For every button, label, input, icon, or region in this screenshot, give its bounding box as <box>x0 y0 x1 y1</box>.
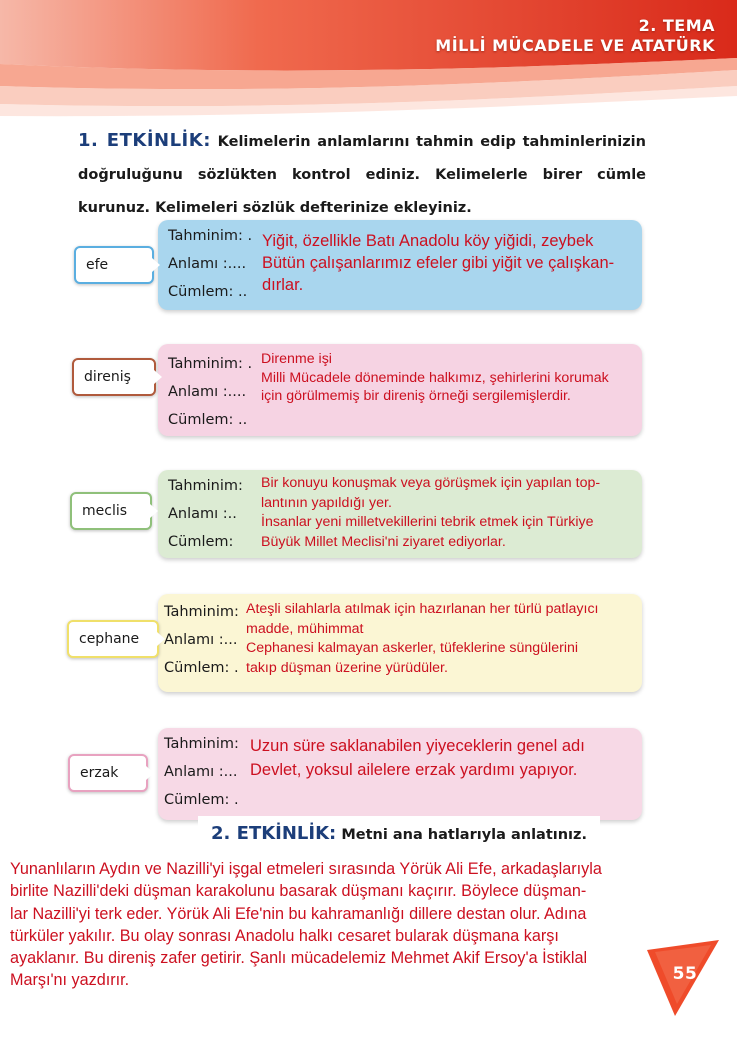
activity-1-heading <box>78 124 646 225</box>
word-tag-cephane <box>67 620 159 658</box>
activity-1-instruction: Kelimelerin anlamlarını tahmin edip tahminlerinizin doğruluğunu sözlükten kontrol ediniz. Kelimelerle birer cümle kurunuz. Kelimeleri sözlük defterinize ekleyiniz. <box>78 134 646 216</box>
theme-heading <box>435 16 715 56</box>
story-line: lar Nazilli'yi terk eder. Yörük Ali Efe'nin bu kahramanlığı dillere destan olur. Adına <box>10 904 587 923</box>
word-card-cephane <box>158 594 642 692</box>
card-labels <box>164 598 239 682</box>
answer-line: Bir konuyu konuşmak veya görüşmek için yapılan top- <box>261 475 601 491</box>
story-line: ayaklanır. Bu direniş zafer getirir. Şanlı mücadelemiz Mehmet Akif Ersoy'a İstiklal <box>10 949 588 968</box>
answer-line: madde, mühimmat <box>246 620 364 637</box>
guess-label: Tahminim: <box>168 478 243 494</box>
answer-line: Ateşli silahlarla atılmak için hazırlanan her türlü patlayıcı <box>246 601 599 617</box>
word-tag-erzak <box>68 754 148 792</box>
word-tag-meclis <box>70 492 152 530</box>
page-number: 55 <box>672 964 698 984</box>
answer-line: Uzun süre saklanabilen yiyeceklerin genel adı <box>250 737 585 755</box>
word-label: direniş <box>84 369 131 385</box>
story-line: Marşı'nı yazdırır. <box>10 971 130 990</box>
answer-line: lantının yapıldığı yer. <box>261 494 392 511</box>
sentence-label: Cümlem: .. <box>168 284 248 300</box>
word-card-efe <box>158 220 642 310</box>
activity-2-heading <box>198 816 600 852</box>
card-answers <box>262 230 614 296</box>
answer-line: takıp düşman üzerine yürüdüler. <box>246 659 448 676</box>
card-answers <box>250 734 585 782</box>
word-label: efe <box>86 257 109 273</box>
meaning-label: Anlamı :.... <box>168 384 247 400</box>
word-card-meclis <box>158 470 642 558</box>
theme-title: MİLLİ MÜCADELE VE ATATÜRK <box>435 36 715 55</box>
card-labels <box>164 730 239 814</box>
word-tag-efe <box>74 246 154 284</box>
card-answers <box>261 350 609 406</box>
answer-line: Bütün çalışanlarımız efeler gibi yiğit ve çalışkan- <box>262 254 615 272</box>
sentence-label: Cümlem: <box>168 534 234 550</box>
answer-line: Büyük Millet Meclisi'ni ziyaret ediyorlar. <box>261 533 506 550</box>
story-line: Yunanlıların Aydın ve Nazilli'yi işgal etmeleri sırasında Yörük Ali Efe, arkadaşlarıyla <box>10 860 602 878</box>
answer-line: dırlar. <box>262 276 304 294</box>
guess-label: Tahminim: <box>164 736 239 752</box>
guess-label: Tahminim: <box>164 604 239 620</box>
guess-label: Tahminim: . <box>168 228 253 244</box>
answer-line: İnsanlar yeni milletvekillerini tebrik etmek için Türkiye <box>261 514 594 530</box>
word-label: cephane <box>79 631 140 647</box>
guess-label: Tahminim: . <box>168 356 253 372</box>
word-label: meclis <box>82 503 128 519</box>
word-card-direnis <box>158 344 642 436</box>
word-tag-direnis <box>72 358 156 396</box>
card-answers <box>261 474 600 552</box>
meaning-label: Anlamı :... <box>164 632 238 648</box>
word-card-erzak <box>158 728 642 820</box>
answer-line: için görülmemiş bir direniş örneği sergilemişlerdir. <box>261 388 571 404</box>
story-line: birlite Nazilli'deki düşman karakolunu basarak düşmanı kaçırır. Böylece düşman- <box>10 882 587 901</box>
answer-line: Milli Mücadele döneminde halkımız, şehirlerini korumak <box>261 369 609 386</box>
activity-2-instruction: Metni ana hatlarıyla anlatınız. <box>341 827 587 843</box>
meaning-label: Anlamı :.. <box>168 506 237 522</box>
word-label: erzak <box>80 765 119 781</box>
card-labels <box>168 472 243 556</box>
story-line: türküler yakılır. Bu olay sonrası Anadolu halkı cesaret bularak düşmana karşı <box>10 926 559 945</box>
activity-2-number: 2. ETKİNLİK: <box>211 823 337 844</box>
theme-number: 2. TEMA <box>638 16 715 35</box>
answer-line: Devlet, yoksul ailelere erzak yardımı yapıyor. <box>250 761 578 779</box>
sentence-label: Cümlem: . <box>164 660 239 676</box>
meaning-label: Anlamı :... <box>164 764 238 780</box>
sentence-label: Cümlem: .. <box>168 412 248 428</box>
meaning-label: Anlamı :.... <box>168 256 247 272</box>
activity-1-number: 1. ETKİNLİK: <box>78 130 211 151</box>
card-answers <box>246 600 599 678</box>
sentence-label: Cümlem: . <box>164 792 239 808</box>
answer-line: Direnme işi <box>261 351 332 367</box>
card-labels <box>168 222 252 306</box>
answer-line: Yiğit, özellikle Batı Anadolu köy yiğidi, zeybek <box>262 232 594 250</box>
card-labels <box>168 350 252 434</box>
page-number-badge <box>645 938 721 1018</box>
answer-line: Cephanesi kalmayan askerler, tüfeklerine süngülerini <box>246 640 579 656</box>
story-text <box>10 858 650 992</box>
